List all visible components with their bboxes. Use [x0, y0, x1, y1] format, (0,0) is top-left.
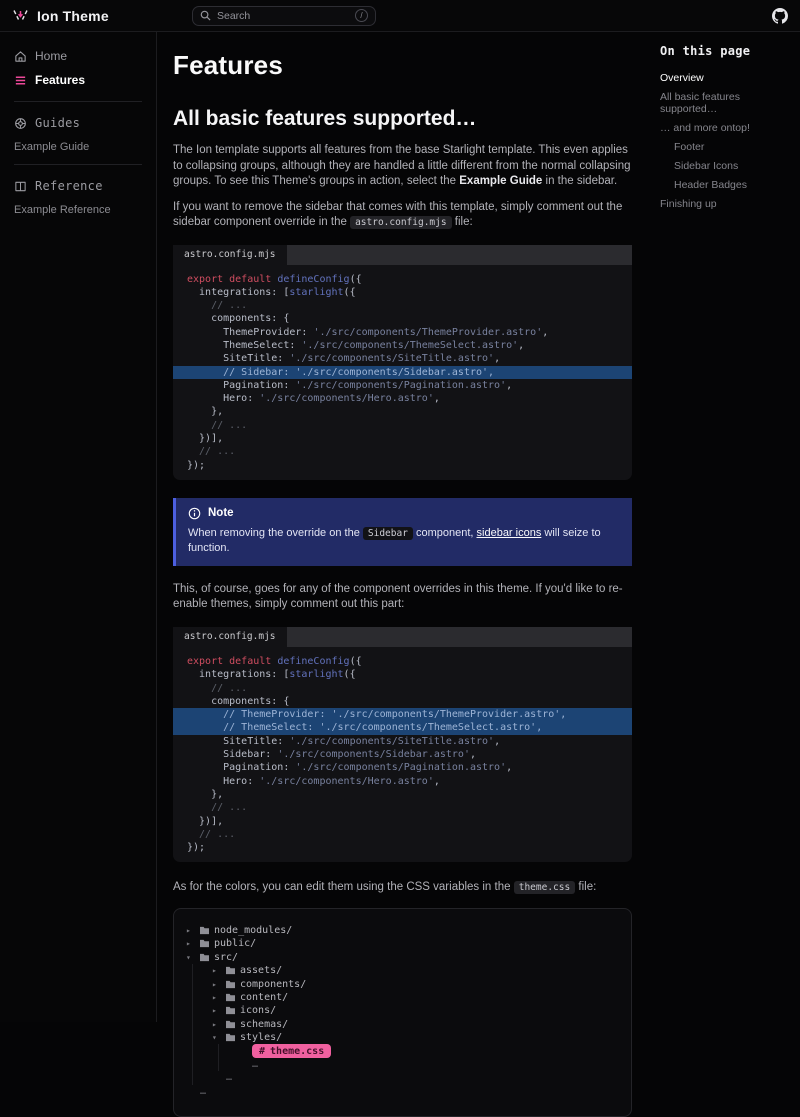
tree-indent-guide [192, 991, 212, 1004]
code-line: SiteTitle: './src/components/SiteTitle.astro', [187, 735, 501, 747]
code-line: // ... [187, 300, 248, 312]
folder-label: styles/ [240, 1032, 283, 1044]
folder-icon [225, 1033, 240, 1042]
code-line: Hero: './src/components/Hero.astro', [187, 393, 440, 405]
tree-indent-guide [192, 1004, 212, 1017]
inline-link[interactable]: sidebar icons [476, 526, 542, 539]
info-icon [188, 507, 201, 520]
code-line: components: { [187, 695, 290, 707]
caret-right-icon[interactable]: ▸ [186, 926, 191, 936]
toc-link-finishing-up[interactable]: Finishing up [660, 197, 717, 210]
file-label: theme.css [270, 1045, 325, 1057]
folder-icon [225, 1020, 240, 1029]
site-logo-link[interactable] [12, 7, 192, 24]
folder-icon [199, 953, 214, 962]
section-heading: All basic features supported… [173, 107, 477, 130]
code-lines[interactable] [173, 647, 632, 862]
sidebar-divider [14, 164, 142, 165]
file-tree [173, 908, 632, 1117]
code-tab-filename: astro.config.mjs [173, 627, 287, 647]
home-icon [14, 50, 27, 63]
folder-icon [199, 926, 214, 935]
folder-icon [225, 980, 240, 989]
toc-link-and-more-ontop[interactable]: … and more ontop! [660, 121, 750, 134]
code-line: // ... [187, 828, 236, 840]
folder-label: public/ [214, 938, 257, 950]
tree-indent-guide [192, 1071, 212, 1084]
sidebar-item-example-guide[interactable]: Example Guide [14, 141, 90, 153]
code-line: }); [187, 459, 206, 471]
tree-folder-row[interactable] [186, 977, 619, 990]
tree-ellipsis-row [186, 1058, 619, 1071]
sidebar-group-label: Guides [35, 116, 81, 130]
code-line: SiteTitle: './src/components/SiteTitle.astro', [187, 353, 501, 365]
sidebar-item-features[interactable] [14, 68, 142, 92]
sidebar-item-label: Features [35, 73, 86, 87]
life-ring-icon [14, 117, 27, 130]
code-line: // ... [187, 682, 248, 694]
search-input[interactable] [192, 6, 376, 26]
paragraph: If you want to remove the sidebar that comes with this template, simply comment out the sidebar component override in the astro.config.mjs file: [173, 200, 623, 228]
code-line: export default defineConfig({ [187, 273, 362, 285]
code-line: ThemeProvider: './src/components/ThemeProvider.astro', [187, 326, 549, 338]
folder-icon [225, 1006, 240, 1015]
sidebar-item-home[interactable] [14, 44, 142, 68]
tree-indent-guide [192, 1058, 212, 1071]
highlighted-file-badge [252, 1044, 331, 1058]
caret-right-icon[interactable]: ▸ [212, 966, 217, 976]
sidebar-item-example-reference[interactable]: Example Reference [14, 204, 111, 216]
note-title-row [188, 507, 620, 520]
tree-ellipsis-row [186, 1071, 619, 1084]
toc-link-all-basic-features[interactable]: All basic features supported… [660, 90, 740, 115]
code-line-highlighted: // ThemeProvider: './src/components/ThemeProvider.astro', [173, 708, 632, 721]
tree-folder-row[interactable] [186, 1031, 619, 1044]
inline-code: astro.config.mjs [350, 216, 452, 229]
code-line: // ... [187, 802, 248, 814]
folder-label: assets/ [240, 965, 283, 977]
tree-folder-row[interactable] [186, 1018, 619, 1031]
tree-indent-guide [192, 964, 212, 977]
tree-folder-row[interactable] [186, 951, 619, 964]
tree-indent-guide [192, 977, 212, 990]
left-sidebar [0, 32, 157, 1022]
caret-down-icon[interactable]: ▾ [212, 1033, 217, 1043]
note-body: When removing the override on the Sidebar component, sidebar icons will seize to function. [188, 526, 601, 554]
caret-right-icon[interactable]: ▸ [212, 1006, 217, 1016]
note-aside [173, 498, 632, 566]
paragraph: This, of course, goes for any of the component overrides in this theme. If you'd like to re-enable themes, simply comment out this part: [173, 582, 623, 611]
sidebar-group-label: Reference [35, 179, 103, 193]
sidebar-divider [14, 101, 142, 102]
code-line: Pagination: './src/components/Pagination.astro', [187, 379, 513, 391]
code-tab-filename: astro.config.mjs [173, 245, 287, 265]
tree-indent-guide [192, 1044, 212, 1057]
search-placeholder: Search [217, 9, 251, 22]
toc-link-footer[interactable]: Footer [674, 140, 705, 153]
caret-right-icon[interactable]: ▸ [212, 993, 217, 1003]
code-line: // ... [187, 419, 248, 431]
tree-indent-guide [218, 1058, 238, 1071]
top-header [0, 0, 800, 32]
ellipsis-placeholder: … [252, 1059, 259, 1070]
folder-label: schemas/ [240, 1018, 289, 1030]
page-title: Features [173, 50, 283, 80]
toc-link-header-badges[interactable]: Header Badges [674, 178, 747, 191]
folder-label: content/ [240, 992, 289, 1004]
code-line-highlighted: // Sidebar: './src/components/Sidebar.astro', [173, 366, 632, 379]
tree-folder-row[interactable] [186, 937, 619, 950]
tree-ellipsis-row [186, 1085, 619, 1098]
ellipsis-placeholder: … [226, 1072, 233, 1084]
folder-label: components/ [240, 978, 307, 990]
paragraph: The Ion template supports all features from the base Starlight template. This even applies to collapsing groups, although they are handled a little different from the normal collapsing groups. To see this Theme's groups in action, select the Example Guide in the sidebar. [173, 144, 631, 187]
sidebar-group-reference[interactable] [14, 174, 142, 198]
github-icon[interactable] [772, 8, 788, 24]
inline-code: Sidebar [363, 527, 413, 540]
tree-folder-row[interactable] [186, 964, 619, 977]
code-line: ThemeSelect: './src/components/ThemeSelect.astro', [187, 339, 525, 351]
main-content [157, 32, 648, 1097]
code-line-highlighted: // ThemeSelect: './src/components/ThemeSelect.astro', [173, 721, 632, 734]
code-line: }); [187, 842, 206, 854]
book-icon [14, 180, 27, 193]
code-lines[interactable] [173, 265, 632, 480]
code-line: Hero: './src/components/Hero.astro', [187, 775, 440, 787]
sidebar-group-guides[interactable] [14, 111, 142, 135]
code-line: export default defineConfig({ [187, 655, 362, 667]
toc-link-sidebar-icons[interactable]: Sidebar Icons [674, 159, 739, 172]
code-line: integrations: [starlight({ [187, 286, 356, 298]
folder-label: node_modules/ [214, 925, 293, 937]
list-icon [14, 74, 27, 87]
paragraph: As for the colors, you can edit them using the CSS variables in the theme.css file: [173, 881, 597, 894]
tree-indent-guide [192, 1031, 212, 1044]
tree-folder-row[interactable] [186, 1004, 619, 1017]
inline-code: theme.css [514, 881, 575, 894]
tree-folder-row[interactable] [186, 924, 619, 937]
sidebar-item-label: Home [35, 49, 68, 63]
code-line: })], [187, 815, 224, 827]
code-block-1 [173, 245, 632, 480]
ellipsis-placeholder: … [200, 1085, 207, 1097]
toc-link-overview[interactable]: Overview [660, 71, 704, 84]
code-line: }, [187, 788, 224, 800]
code-line: // ... [187, 446, 236, 458]
site-title: Ion Theme [37, 7, 109, 24]
code-block-header [173, 627, 632, 647]
code-line: integrations: [starlight({ [187, 669, 356, 681]
tree-file-row-highlighted [186, 1044, 619, 1057]
folder-icon [225, 993, 240, 1002]
folder-icon [225, 966, 240, 975]
caret-right-icon[interactable]: ▸ [212, 1019, 217, 1029]
folder-icon [199, 939, 214, 948]
toc-heading: On this page [660, 44, 751, 58]
caret-right-icon[interactable]: ▸ [186, 939, 191, 949]
search-icon [200, 10, 211, 21]
tree-indent-guide [218, 1044, 238, 1057]
css-hash-icon: # [259, 1045, 266, 1057]
on-this-page-panel [648, 32, 800, 1022]
code-line: Pagination: './src/components/Pagination.astro', [187, 762, 513, 774]
code-line: Sidebar: './src/components/Sidebar.astro', [187, 749, 476, 761]
folder-label: icons/ [240, 1005, 277, 1017]
code-block-header [173, 245, 632, 265]
search-shortcut-badge: / [355, 9, 368, 22]
code-line: }, [187, 406, 224, 418]
folder-label: src/ [214, 951, 239, 963]
note-title: Note [208, 507, 234, 520]
ion-logo-icon [12, 7, 29, 24]
tree-folder-row[interactable] [186, 991, 619, 1004]
code-block-2 [173, 627, 632, 862]
code-line: })], [187, 433, 224, 445]
code-line: components: { [187, 313, 290, 325]
tree-indent-guide [192, 1018, 212, 1031]
caret-down-icon[interactable]: ▾ [186, 952, 191, 962]
caret-right-icon[interactable]: ▸ [212, 979, 217, 989]
